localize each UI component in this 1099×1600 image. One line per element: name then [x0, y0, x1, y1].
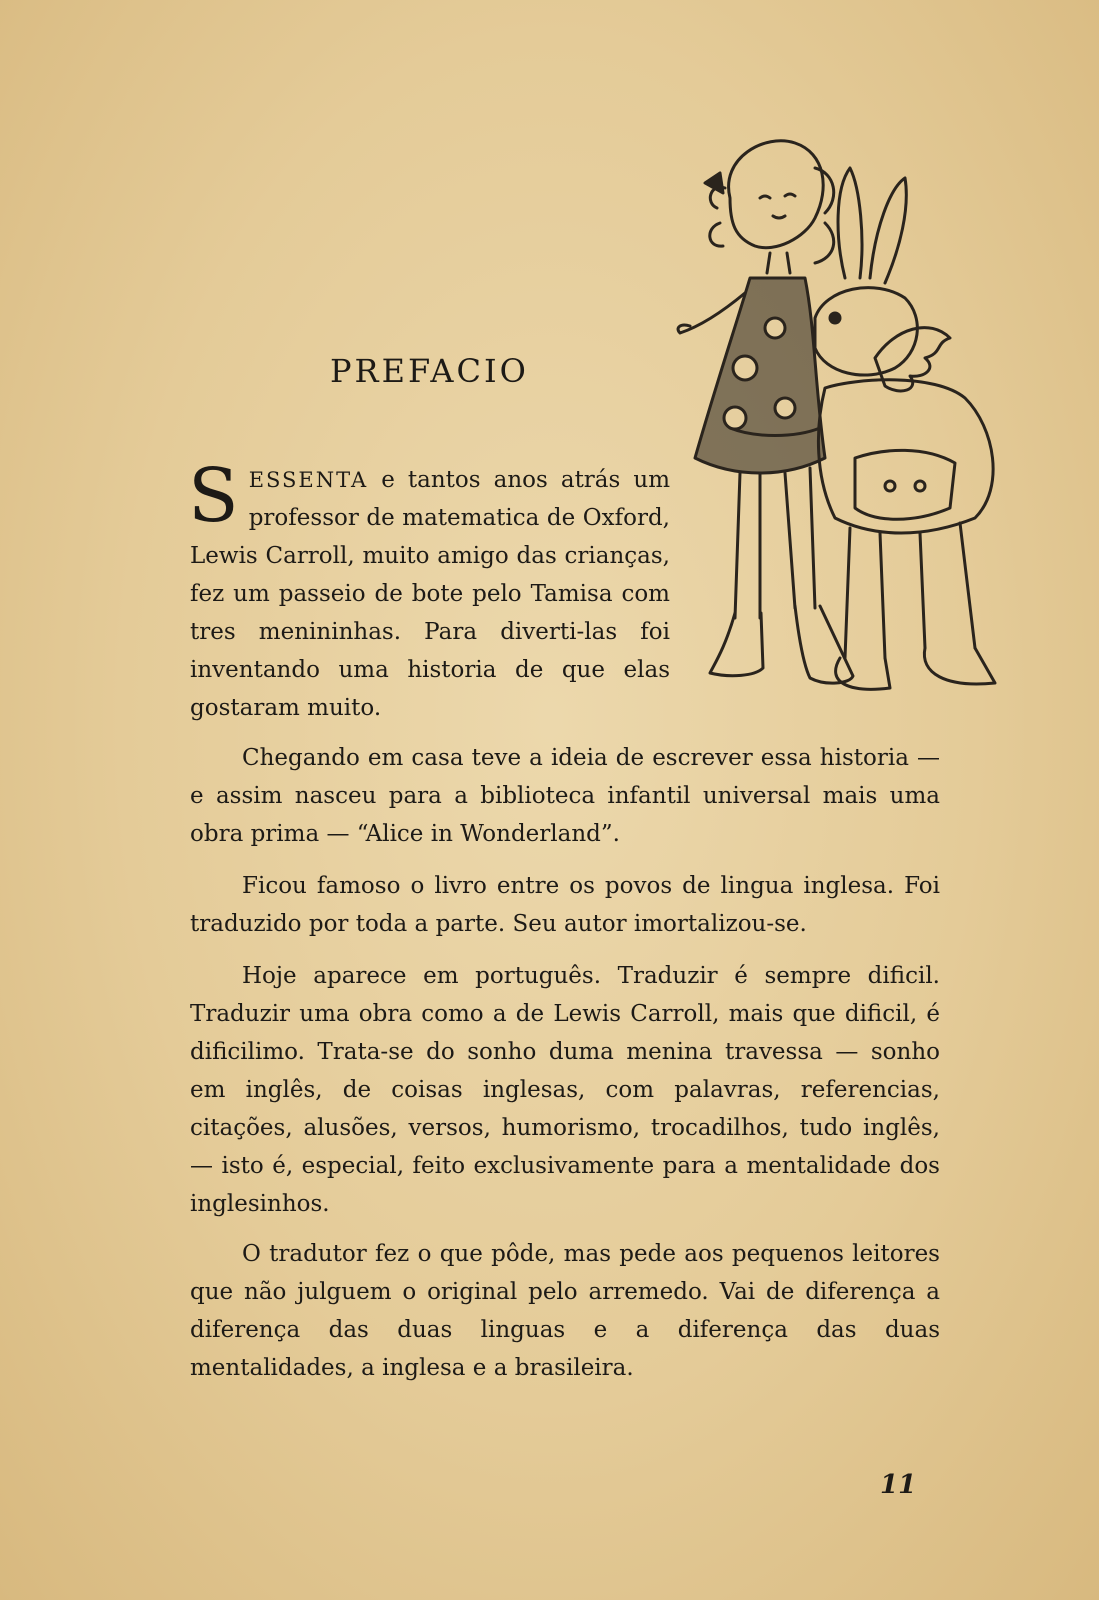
paragraph-3: Ficou famoso o livro entre os povos de lingua inglesa. Foi traduzido por toda a parte. Seu autor imortalizou-se.	[190, 873, 940, 937]
paragraph-4: Hoje aparece em português. Traduzir é sempre dificil. Traduzir uma obra como a de Lewis Carroll, mais que dificil, é dificilimo. Trata-se do sonho duma menina travessa — sonho em inglês, de coisas inglesas, com palavras, referencias, citações, alusões, versos, humorismo, trocadilhos, tudo inglês, — isto é, especial, feito exclusivamente para a mentalidade dos inglesinhos.	[190, 963, 940, 1217]
paragraph-2: Chegando em casa teve a ideia de escrever essa historia — e assim nasceu para a biblioteca infantil universal mais uma obra prima — “Alice in Wonderland”.	[190, 745, 940, 847]
page-number: 11	[880, 1470, 917, 1500]
paragraph-5: O tradutor fez o que pôde, mas pede aos pequenos leitores que não julguem o original pelo arremedo. Vai de diferença a diferença das duas linguas e a diferença das duas mentalidades, a inglesa e a brasileira.	[190, 1241, 940, 1381]
page-title: PREFACIO	[330, 352, 529, 390]
paragraph-1-lead: ESSENTA	[248, 468, 369, 492]
alice-and-white-rabbit-illustration-icon	[675, 128, 1035, 718]
paragraph-1	[188, 453, 670, 727]
paragraph-1-text: e tantos anos atrás um professor de matematica de Oxford, Lewis Carroll, muito amigo das crianças, fez um passeio de bote pelo Tamisa com tres menininhas. Para diverti-las foi inventando uma historia de que elas gostaram muito.	[190, 467, 670, 721]
drop-cap: S	[188, 453, 239, 539]
